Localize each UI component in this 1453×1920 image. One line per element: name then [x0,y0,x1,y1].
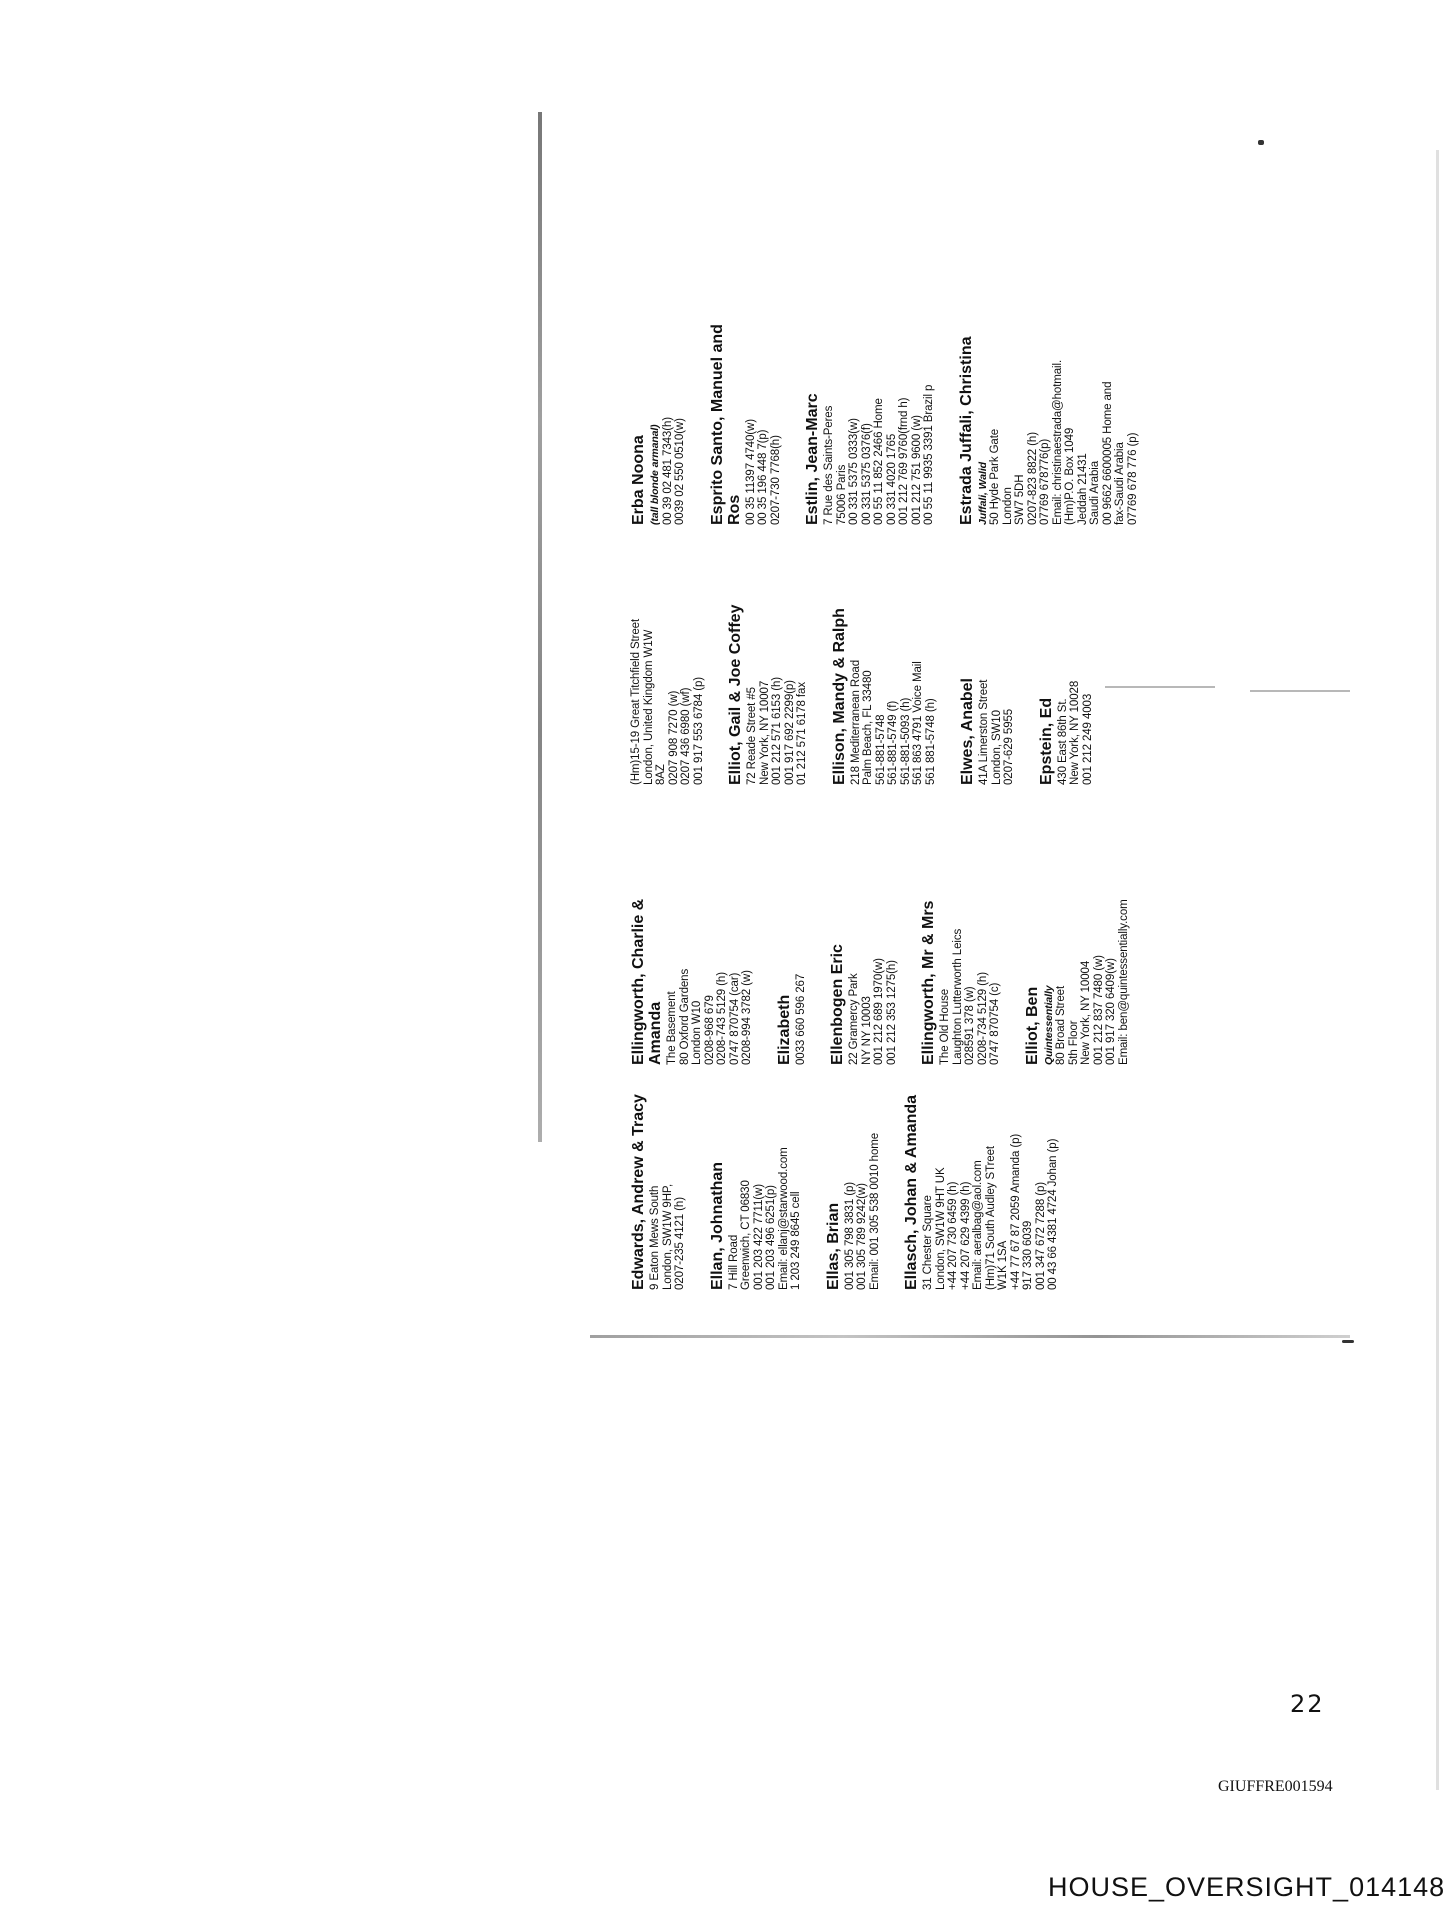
entry-name: Ellasch, Johan & Amanda [903,1094,920,1290]
scan-speck [1342,1340,1354,1343]
entry-line: Palm Beach, FL 33480 [862,670,874,785]
entry-line: 7 Hill Road [727,1234,740,1290]
entry-line: Email: ben@quintessentially.com [1117,899,1130,1065]
entry-name: Elizabeth [775,994,793,1065]
entry-line: 0207-235 4121 (h) [674,1197,686,1290]
entry-line: New York, NY 10004 [1080,960,1092,1065]
entry-line: 00 9662 6600005 Home and [1101,381,1114,525]
entry-line: 001 212 689 1970(w) [873,958,885,1065]
entry-line: The Basement [666,991,678,1065]
entry-line: 80 Oxford Gardens [678,968,691,1065]
entry-line: (Hm)P.O. Box 1049 [1064,427,1076,525]
directory-entry [630,575,705,785]
entry-line: 218 Mediterranean Road [849,659,862,785]
entry-line: 561 863 4791 Voice Mail [912,661,924,785]
entry-line: 80 Broad Street [1055,985,1067,1065]
entry-name: Epstein, Ed [1037,697,1055,785]
entry-line: 01 212 571 6178 fax [796,682,808,785]
entry-line: 0208-968 679 [703,995,716,1065]
scan-edge-vertical [538,112,542,1142]
entry-line: London W10 [691,1000,703,1065]
entry-line: 07769 678776(p) [1039,438,1051,525]
entry-line: 41A Limerston Street [978,679,990,785]
entry-line: NY NY 10003 [860,996,873,1065]
entry-line: 7 Rue des Saints-Peres [823,405,835,525]
entry-name: Erba Noona [630,435,647,525]
scan-edge-horizontal [590,1335,1350,1338]
entry-line: 561-881-5093 (h) [899,697,912,785]
scan-speck [1258,140,1264,145]
directory-entry [1038,575,1095,785]
entry-line: 00 43 66 4381 4724 Johan (p) [1047,1138,1059,1290]
entry-line: 001 212 249 4003 [1081,693,1094,785]
entry-line: 0747 870754 (car) [728,972,741,1065]
entry-line: New York, NY 10007 [758,680,771,785]
entry-name: Edwards, Andrew & Tracy [630,1094,647,1290]
entry-line: The Old House [939,988,951,1065]
entry-line: 0207-629 5955 [1003,708,1015,785]
entry-line: 001 212 837 7480 (w) [1092,955,1105,1065]
entry-name: Ellingworth, Charlie & Amanda [630,898,664,1065]
directory-entry [958,315,1140,525]
entry-line: 00 55 11 9935 3391 Brazil p [923,384,935,525]
entry-line: 00 331 5375 0333(w) [848,418,860,525]
entry-line: 001 305 789 9242(w) [856,1183,868,1290]
entry-line: 8AZ [655,764,667,785]
entry-line: 0207 908 7270 (w) [667,690,680,785]
entry-line: London, SW10 [990,710,1003,785]
entry-name: Ellas, Brian [824,1202,842,1290]
directory-entry [903,1080,1060,1290]
directory-entry [920,855,1002,1065]
entry-line: +44 207 730 6459 (h) [947,1181,959,1290]
entry-line: 561-881-5749 (f) [887,700,899,785]
directory-column-2 [630,855,1152,1065]
directory-entry [709,315,783,525]
entry-line: Email: aeralbag@aol.com [972,1160,984,1290]
entry-line: Greenwich, CT 06830 [740,1180,752,1290]
entry-line: 028591 378 (w) [964,986,976,1065]
entry-line: 00 35 11397 4740(w) [744,419,757,525]
entry-line: 430 East 86th St. [1056,698,1069,785]
directory-entry [776,855,808,1065]
entry-note: Juffali, Walid [976,462,989,525]
entry-line: 0208-994 3782 (w) [741,970,753,1065]
entry-line: 001 212 353 1275(h) [885,960,898,1065]
entry-line: 917 330 6039 [1022,1220,1034,1290]
directory-entry [804,315,936,525]
entry-line: 00 35 196 448 7(p) [757,429,769,525]
directory-entry [630,1080,687,1290]
entry-line: 07769 678 776 (p) [1126,432,1139,525]
entry-line: 0207-823 8822 (h) [1026,432,1039,525]
entry-name: Elliot, Gail & Joe Coffey [727,604,744,785]
directory-entry [630,315,687,525]
entry-line: 001 203 422 7711(w) [752,1184,765,1290]
entry-name: Elliot, Ben [1023,986,1041,1065]
entry-line: 001 212 769 9760(frnd h) [898,397,910,525]
entry-line: Email: christinaestrada@hotmail. [1051,359,1064,525]
entry-name: Estlin, Jean-Marc [804,393,821,525]
entry-line: 00 39 02 481 7343(h) [661,417,674,525]
entry-line: (Hm)15-19 Great Titchfield Street [630,618,642,785]
directory-entry [709,1080,803,1290]
entry-line: London, SW1W 9HP, [661,1183,674,1290]
page-number: 22 [1290,1690,1325,1718]
entry-line: London, SW1W 9HT UK [934,1167,947,1290]
entry-line: 001 212 571 6153 (h) [771,677,783,785]
entry-line: 561 881-5748 (h) [924,698,937,785]
directory-entry [630,855,754,1065]
entry-line: 561-881-5748 [874,714,887,785]
entry-note: Quintessentially [1042,985,1055,1065]
entry-line: New York, NY 10028 [1069,680,1081,785]
entry-line: +44 207 629 4399 (h) [959,1181,972,1290]
address-directory [630,150,1330,1300]
entry-line: 75006 Paris [835,464,848,525]
entry-note: (tall blonde armanal) [649,424,661,525]
entry-name: Esprito Santo, Manuel and Ros [708,324,743,525]
scan-edge-right [1436,150,1439,1790]
entry-line: 0033 660 596 267 [794,973,807,1065]
entry-line: 0207 436 6980 (wf) [680,687,692,785]
entry-line: W1K 1SA [997,1240,1009,1290]
directory-entry [959,575,1016,785]
entry-line: 00 331 4020 1765 [885,433,898,525]
entry-line: Saudi Arabia [1089,460,1101,525]
directory-column-1 [630,1080,1082,1290]
entry-line: Laughton Lutterworth Leics [951,928,964,1065]
entry-line: Jeddah 21431 [1076,453,1089,525]
entry-line: 001 347 672 7288 (p) [1034,1182,1047,1290]
entry-line: 0208-734 5129 (h) [976,972,989,1065]
entry-name: Ellan, Johnathan [708,1161,726,1290]
entry-line: 001 203 496 6251(p) [765,1185,777,1290]
entry-line: 50 Hyde Park Gate [989,428,1001,525]
entry-line: 0039 02 550 0510(w) [674,418,686,525]
entry-line: (Hm)71 South Audley STreet [984,1146,997,1290]
entry-line: 31 Chester Square [922,1195,934,1290]
entry-name: Ellenbogen Eric [829,944,846,1065]
directory-entry [831,575,938,785]
entry-line: 0207-730 7768(h) [769,435,782,525]
entry-line: 9 Eaton Mews South [649,1185,661,1290]
entry-name: Ellingworth, Mr & Mrs [920,900,937,1065]
directory-column-3 [630,575,1116,785]
entry-line: 001 212 751 9600 (w) [910,415,923,525]
entry-line: 00 331 5375 0376(f) [860,423,873,525]
entry-line: Email: 001 305 538 0010 home [868,1132,881,1290]
entry-line: 0208-743 5129 (h) [716,972,728,1065]
entry-line: 001 917 692 2299(p) [783,680,796,785]
entry-name: Estrada Juffali, Christina [957,336,975,525]
entry-line: 5th Floor [1067,1020,1080,1065]
entry-line: 001 917 320 6409(w) [1105,958,1117,1065]
bates-number-giuffre: GIUFFRE001594 [1218,1778,1333,1795]
entry-line: London, United Kingdom W1W [642,629,655,785]
entry-line: Email: ellanj@starwood.com [777,1147,790,1290]
entry-line: 00 55 11 852 2466 Home [873,398,885,525]
entry-line: fax-Saudi Arabia [1114,442,1126,525]
entry-line: 001 917 553 6784 (p) [692,677,705,785]
bates-number-oversight: HOUSE_OVERSIGHT_014148 [1048,1872,1446,1902]
entry-line: 72 Reade Street #5 [746,687,758,785]
entry-line: SW7 5DH [1014,474,1026,525]
entry-name: Ellison, Mandy & Ralph [830,608,848,785]
entry-name: Elwes, Anabel [959,678,976,785]
entry-line: 001 305 798 3831 (p) [843,1182,856,1290]
entry-line: 1 203 249 8645 cell [790,1191,802,1290]
entry-line: 0747 870754 (c) [989,982,1001,1065]
directory-entry [727,575,809,785]
directory-column-4 [630,315,1161,525]
directory-entry [1024,855,1131,1065]
entry-line: +44 77 67 87 2059 Amanda (p) [1009,1133,1022,1290]
directory-entry [825,1080,882,1290]
entry-line: London [1001,487,1014,525]
directory-entry [829,855,898,1065]
entry-line: 22 Gramercy Park [848,973,860,1065]
